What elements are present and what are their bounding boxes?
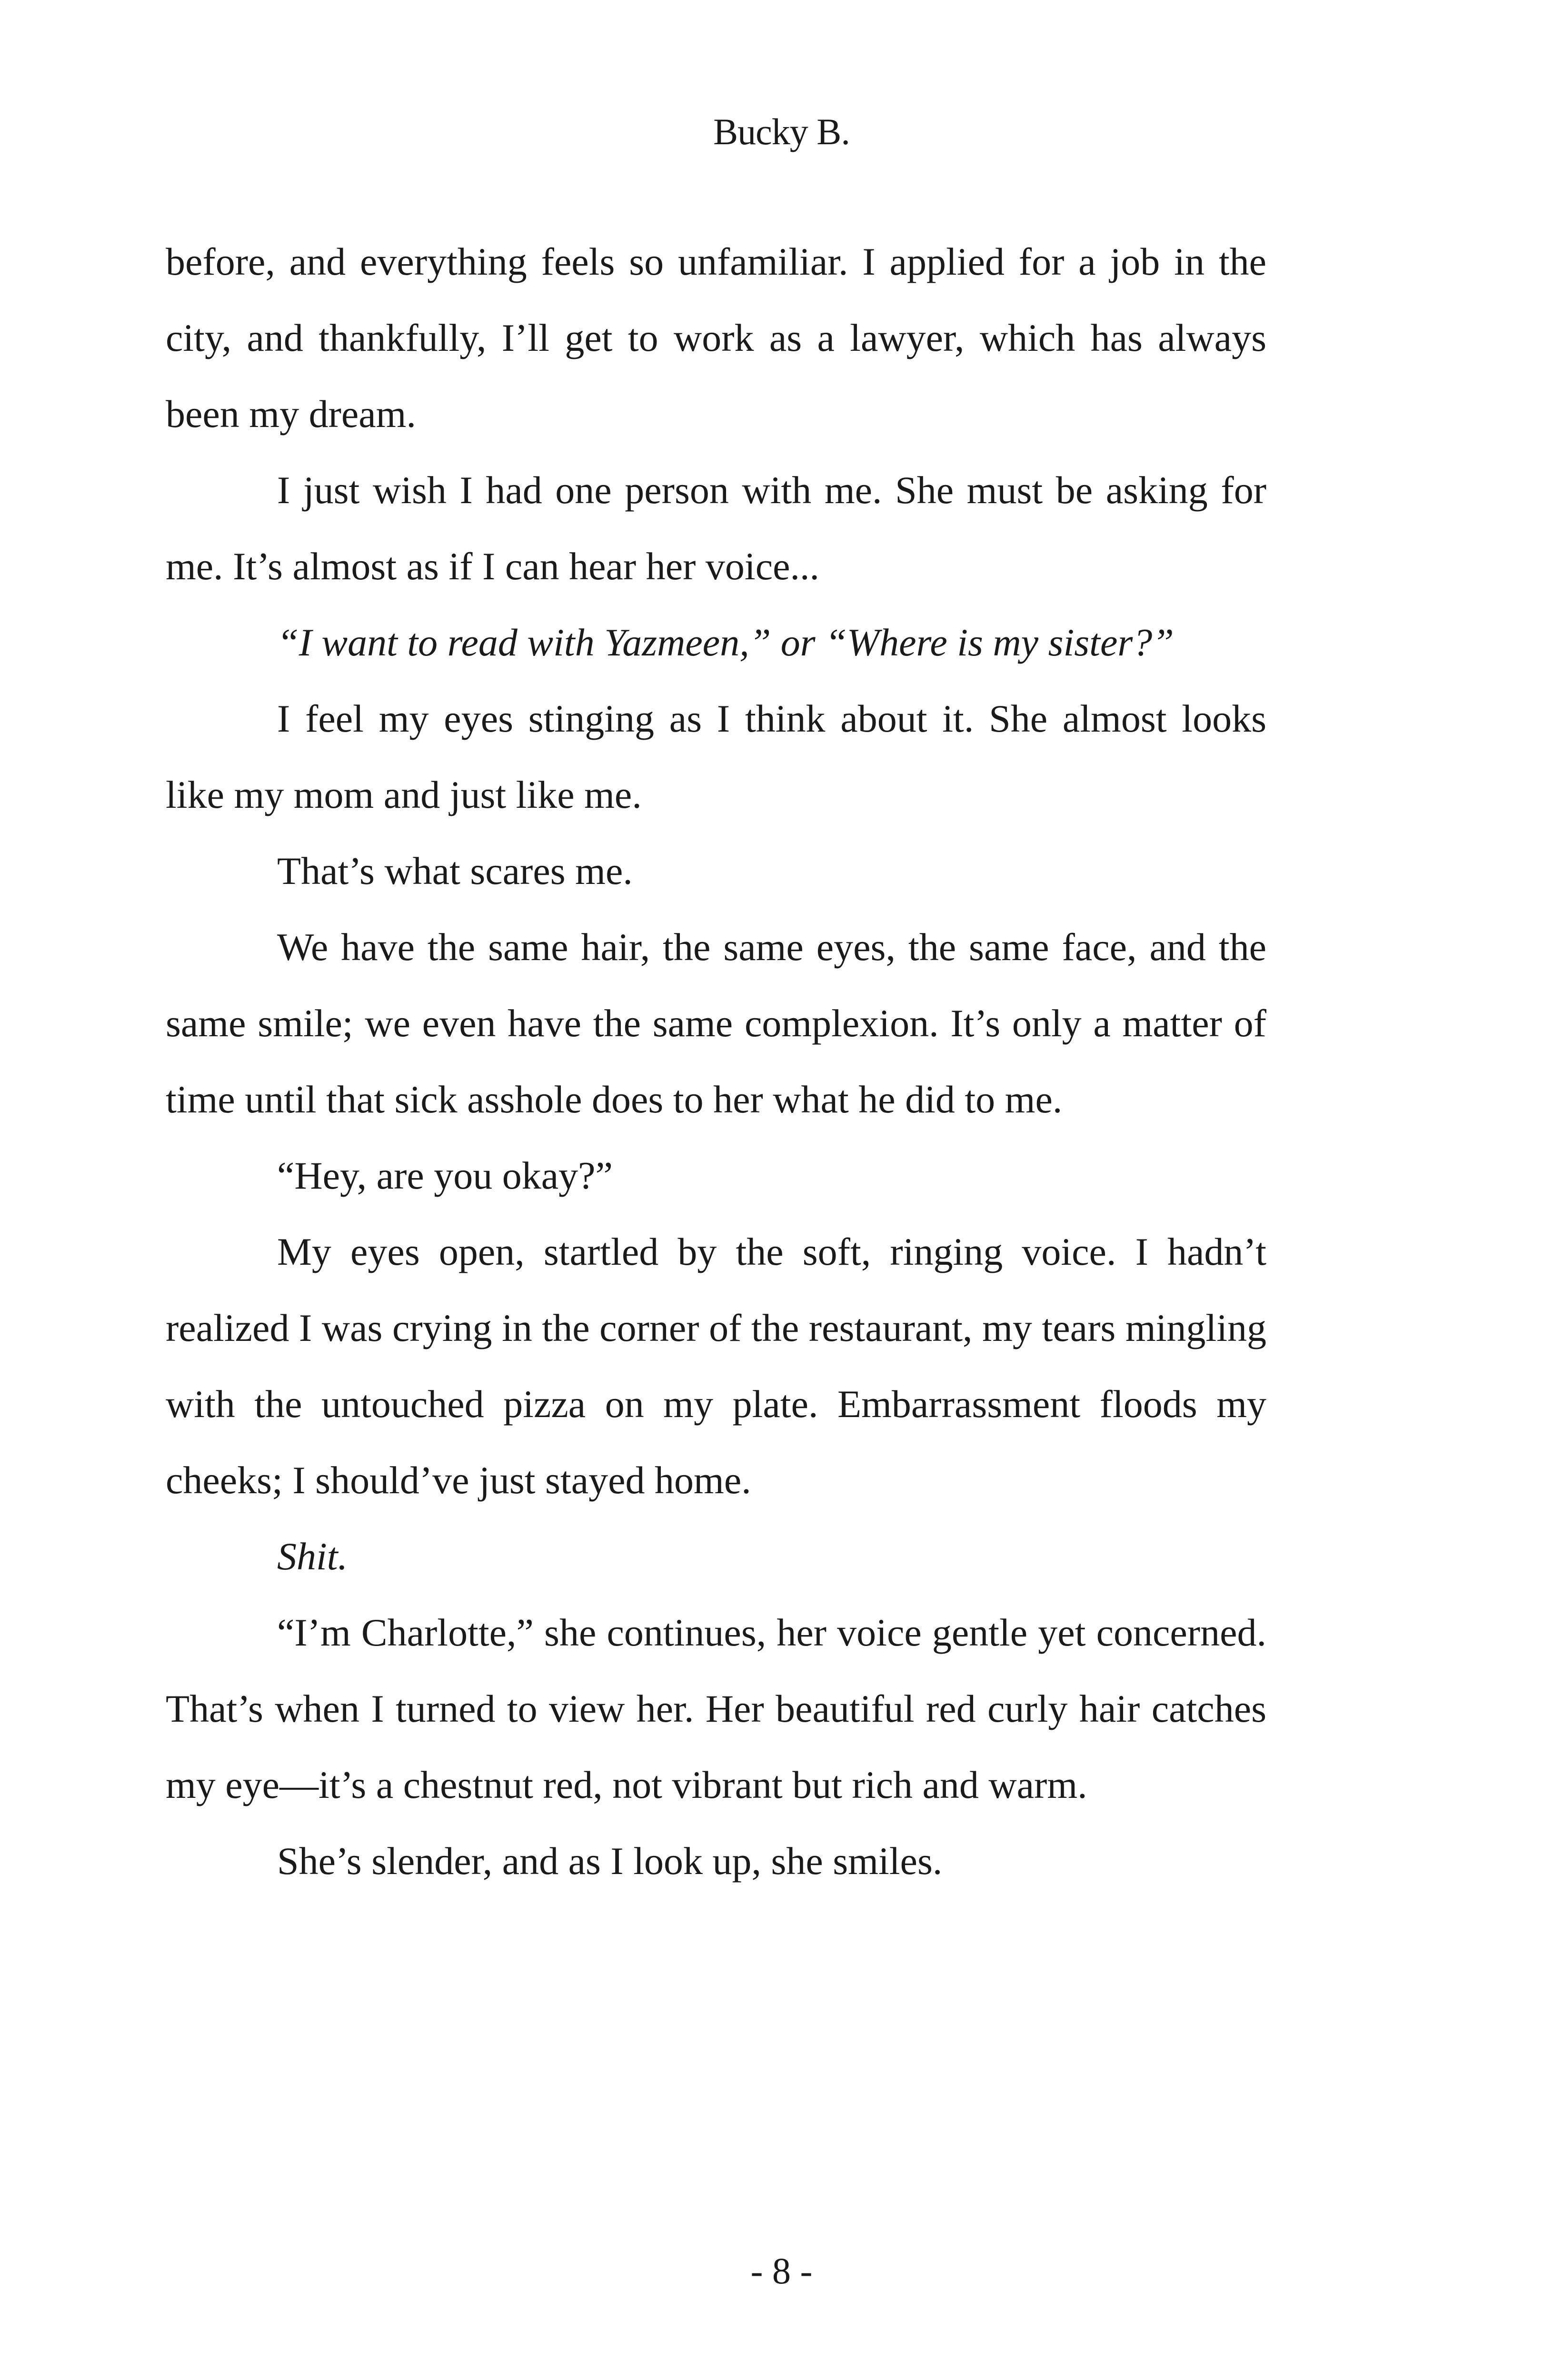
paragraph: We have the same hair, the same eyes, the same face, and the same smile; we even have the same complexion. It’s only a matter of time until that sick asshole does to her what he did to me. xyxy=(166,925,1266,1121)
paragraph-dialogue: “Hey, are you okay?” xyxy=(277,1154,613,1197)
page-number: - 8 - xyxy=(750,2250,813,2291)
paragraph-continuation: before, and everything feels so unfamiliar. I applied for a job in the city, and thankfully, I’ll get to work as a lawyer, which has always been my dream. xyxy=(166,240,1266,436)
paragraph: She’s slender, and as I look up, she smiles. xyxy=(277,1839,943,1883)
running-header: Bucky B. xyxy=(713,111,850,152)
paragraph: My eyes open, startled by the soft, ringing voice. I hadn’t realized I was crying in the corner of the restaurant, my tears mingling with the untouched pizza on my plate. Embarrassment floods my cheeks; I should’ve just stayed home. xyxy=(166,1230,1266,1502)
paragraph: “I’m Charlotte,” she continues, her voice gentle yet concerned. That’s when I turned to view her. Her beautiful red curly hair catches my eye—it’s a chestnut red, not vibrant but rich and warm. xyxy=(166,1611,1266,1806)
paragraph: I just wish I had one person with me. She must be asking for me. It’s almost as if I can hear her voice... xyxy=(166,468,1266,588)
paragraph: I feel my eyes stinging as I think about it. She almost looks like my mom and just like me. xyxy=(166,697,1266,816)
body-text xyxy=(166,224,1266,1899)
paragraph-italic: Shit. xyxy=(277,1535,348,1578)
paragraph: That’s what scares me. xyxy=(277,849,633,892)
paragraph-italic-quote: “I want to read with Yazmeen,” or “Where is my sister?” xyxy=(277,621,1174,664)
